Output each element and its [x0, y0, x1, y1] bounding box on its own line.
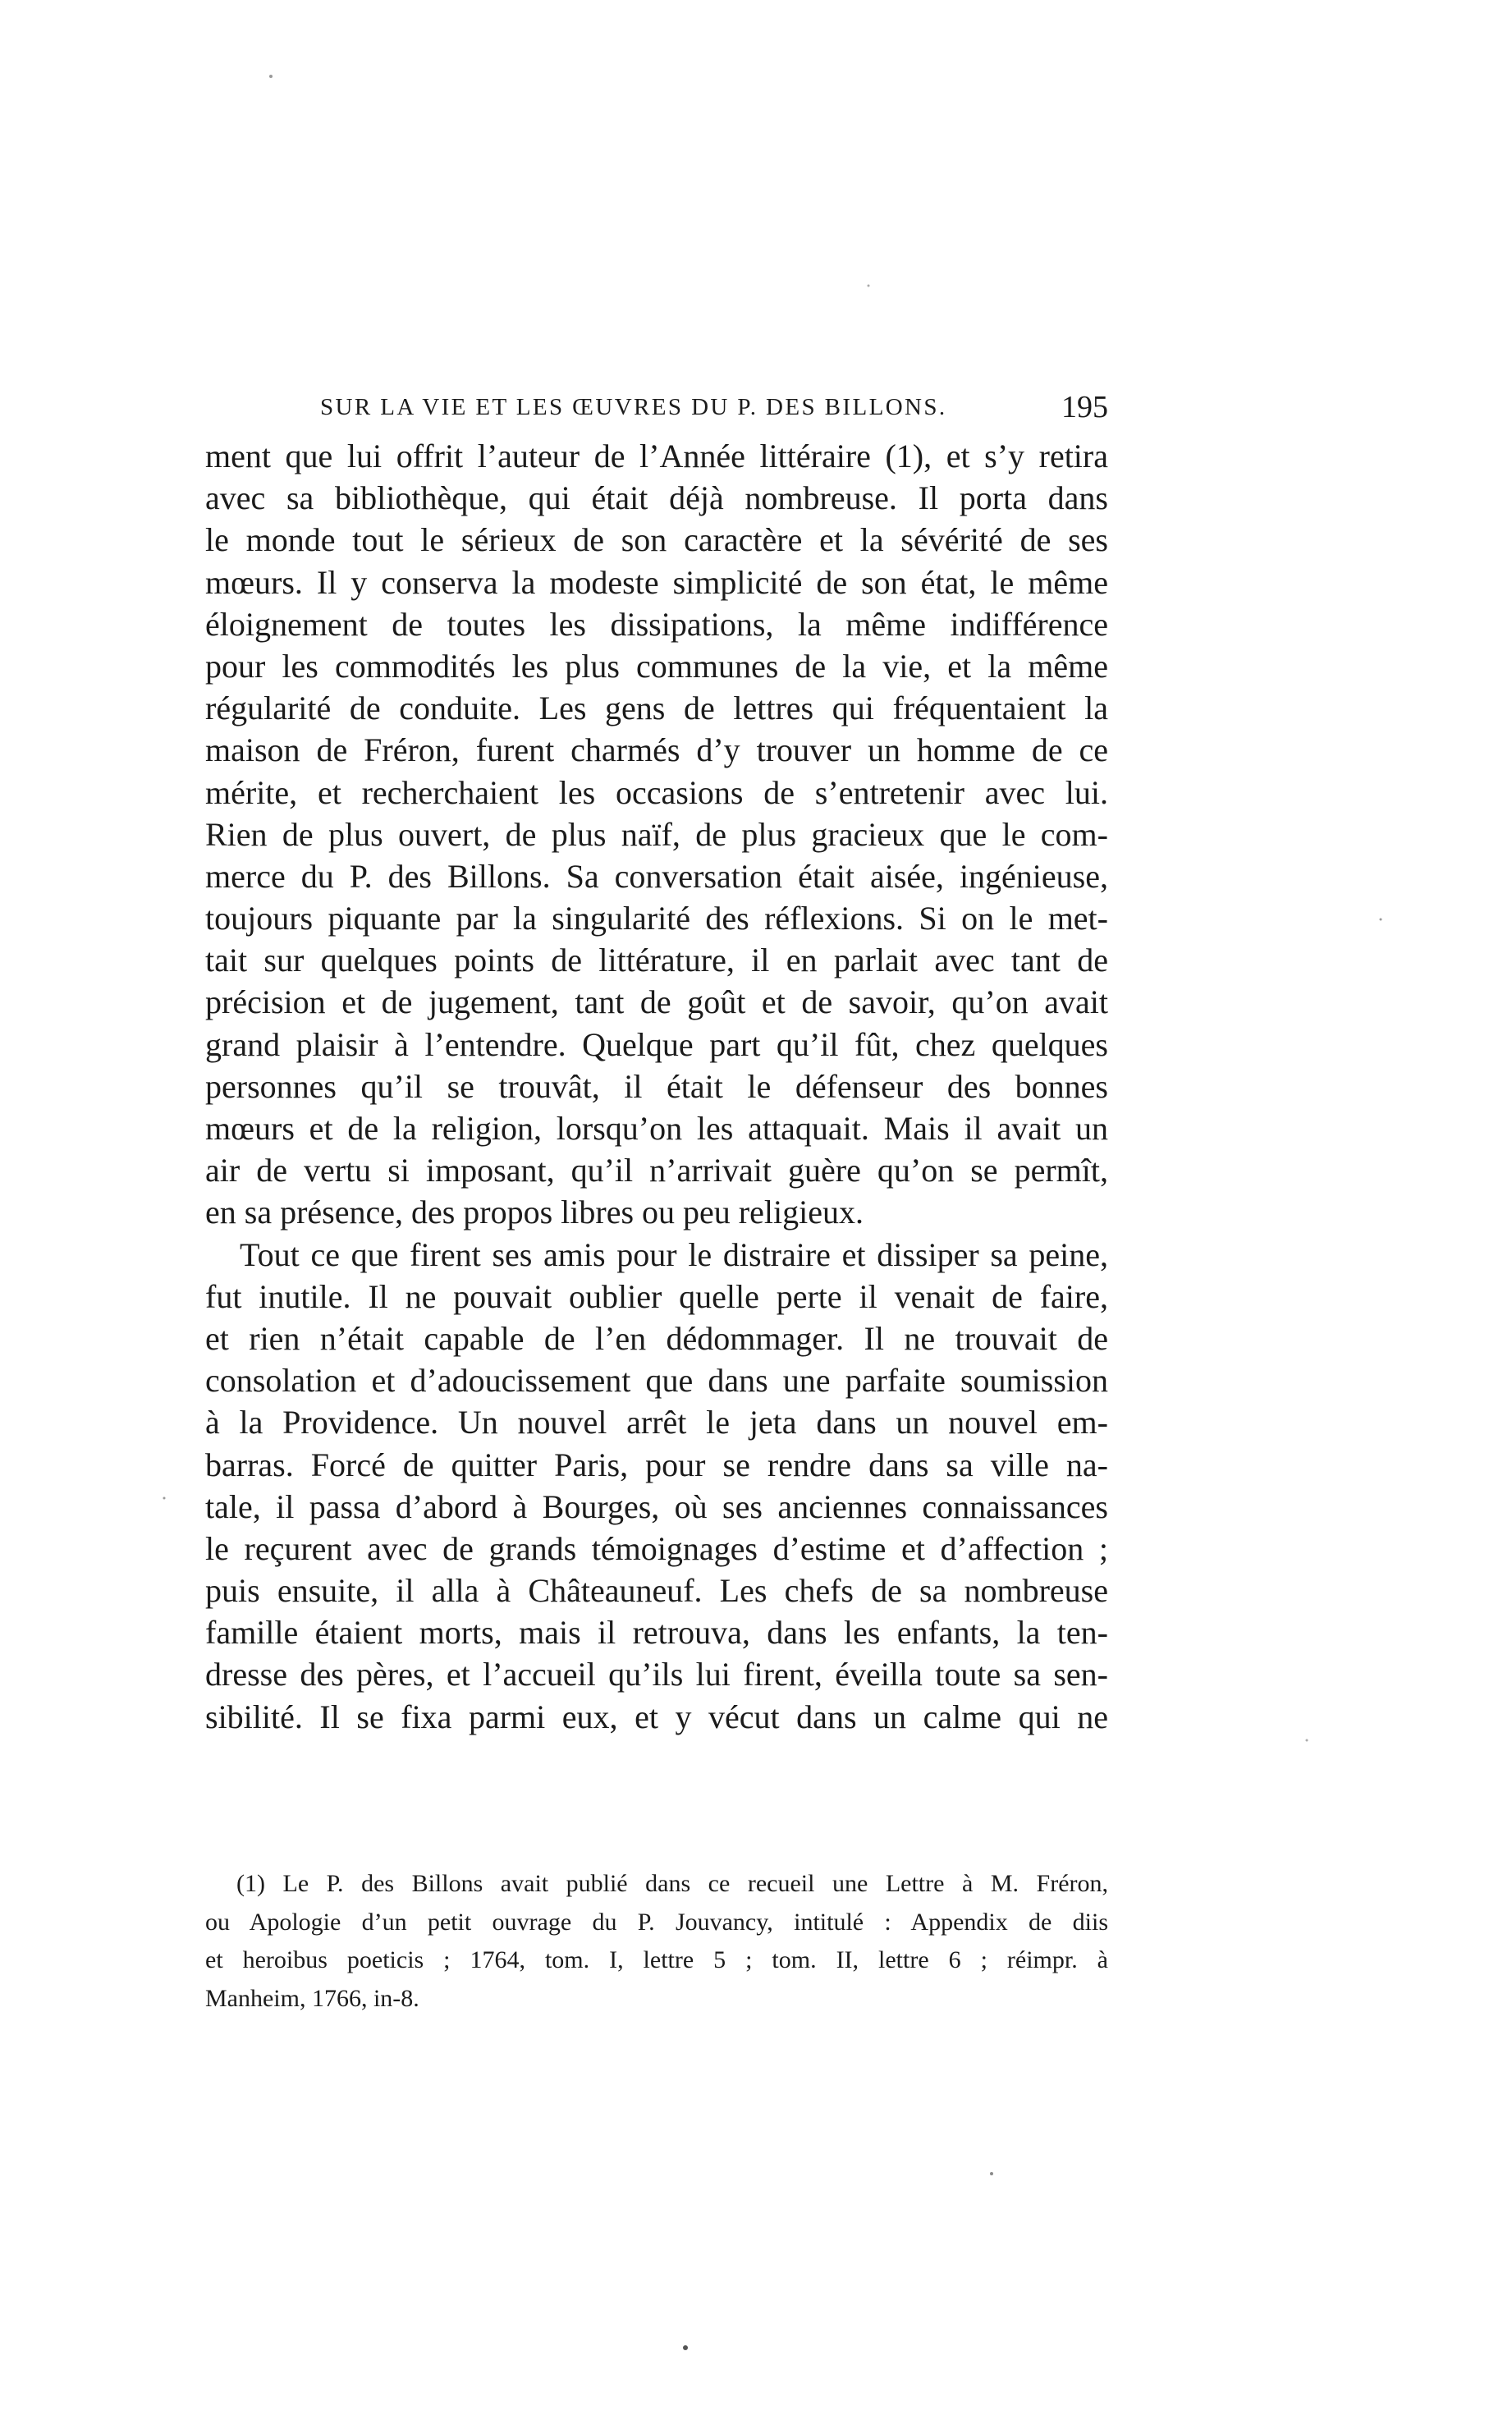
page-number: 195 — [1061, 390, 1108, 424]
body-line: maison de Fréron, furent charmés d’y trouver un homme de ce — [205, 731, 1108, 769]
body-line: pour les commodités les plus communes de la vie, et la même — [205, 647, 1108, 685]
speck — [163, 1497, 166, 1500]
body-line: merce du P. des Billons. Sa conversation était aisée, ingénieuse, — [205, 857, 1108, 895]
body-line: mérite, et recherchaient les occasions de s’entretenir avec lui. — [205, 773, 1108, 811]
footnote-line: ou Apologie d’un petit ouvrage du P. Jouvancy, intitulé : Appendix de diis — [205, 1908, 1108, 1936]
body-line: à la Providence. Un nouvel arrêt le jeta dans un nouvel em- — [205, 1404, 1108, 1441]
body-line: et rien n’était capable de l’en dédommager. Il ne trouvait de — [205, 1319, 1108, 1357]
body-line: barras. Forcé de quitter Paris, pour se rendre dans sa ville na- — [205, 1446, 1108, 1483]
body-line-paragraph-start: Tout ce que firent ses amis pour le distraire et dissiper sa peine, — [240, 1235, 1108, 1273]
body-line: consolation et d’adoucissement que dans une parfaite soumission — [205, 1362, 1108, 1400]
body-line: mœurs et de la religion, lorsqu’on les attaquait. Mais il avait un — [205, 1110, 1108, 1147]
body-line: sibilité. Il se fixa parmi eux, et y vécut dans un calme qui ne — [205, 1698, 1108, 1735]
body-line: air de vertu si imposant, qu’il n’arrivait guère qu’on se permît, — [205, 1152, 1108, 1189]
body-line: avec sa bibliothèque, qui était déjà nombreuse. Il porta dans — [205, 479, 1108, 517]
body-line: fut inutile. Il ne pouvait oublier quelle perte il venait de faire, — [205, 1277, 1108, 1315]
running-title: SUR LA VIE ET LES ŒUVRES DU P. DES BILLONS. — [320, 394, 947, 420]
speck — [1306, 1739, 1308, 1742]
speck — [868, 285, 870, 287]
body-line: toujours piquante par la singularité des réflexions. Si on le met- — [205, 900, 1108, 937]
speck — [683, 2345, 688, 2350]
body-line: le reçurent avec de grands témoignages d’estime et d’affection ; — [205, 1529, 1108, 1567]
body-line: dresse des pères, et l’accueil qu’ils lui firent, éveilla toute sa sen- — [205, 1656, 1108, 1693]
body-line: ment que lui offrit l’auteur de l’Année littéraire (1), et s’y retira — [205, 438, 1108, 474]
footnote-line: (1) Le P. des Billons avait publié dans ce recueil une Lettre à M. Fréron, — [236, 1870, 1108, 1897]
body-line: le monde tout le sérieux de son caractère et la sévérité de ses — [205, 521, 1108, 559]
body-line: personnes qu’il se trouvât, il était le défenseur des bonnes — [205, 1067, 1108, 1105]
body-line: famille étaient morts, mais il retrouva, dans les enfants, la ten- — [205, 1614, 1108, 1652]
footnote-line: et heroibus poeticis ; 1764, tom. I, lettre 5 ; tom. II, lettre 6 ; réimpr. à — [205, 1946, 1108, 1973]
speck — [990, 2172, 993, 2175]
speck — [269, 75, 273, 78]
body-line: puis ensuite, il alla à Châteauneuf. Les chefs de sa nombreuse — [205, 1572, 1108, 1610]
body-line: tale, il passa d’abord à Bourges, où ses anciennes connaissances — [205, 1487, 1108, 1525]
body-line: éloignement de toutes les dissipations, la même indifférence — [205, 605, 1108, 643]
body-line: mœurs. Il y conserva la modeste simplicité de son état, le même — [205, 563, 1108, 601]
body-line: régularité de conduite. Les gens de lettres qui fréquentaient la — [205, 690, 1108, 727]
body-line: tait sur quelques points de littérature, il en parlait avec tant de — [205, 942, 1108, 979]
footnote-line: Manheim, 1766, in-8. — [205, 1984, 419, 2012]
body-line: précision et de jugement, tant de goût et de savoir, qu’on avait — [205, 983, 1108, 1021]
body-line: grand plaisir à l’entendre. Quelque part qu’il fût, chez quelques — [205, 1025, 1108, 1063]
body-line: Rien de plus ouvert, de plus naïf, de plus gracieux que le com- — [205, 815, 1108, 853]
speck — [1380, 919, 1382, 921]
body-line-paragraph-end: en sa présence, des propos libres ou peu religieux. — [205, 1194, 864, 1231]
